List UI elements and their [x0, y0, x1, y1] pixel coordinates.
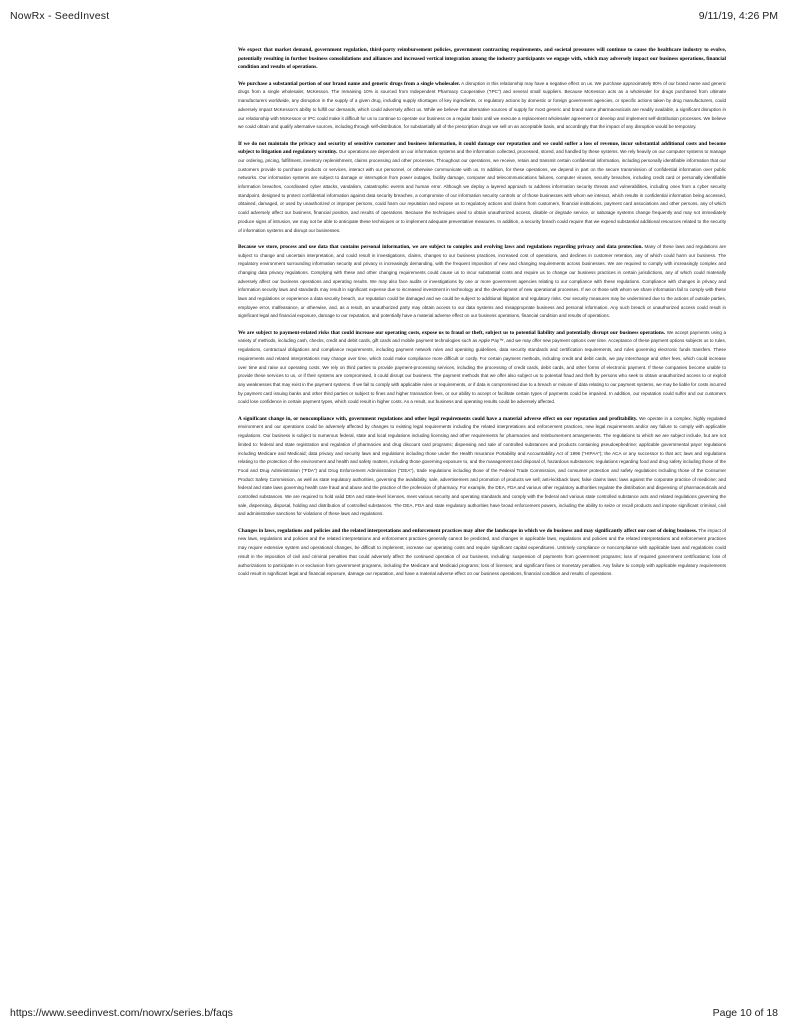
paragraph-wholesaler-risk — [238, 80, 726, 132]
paragraph-lead: We are subject to payment-related risks that could increase our operating costs, expose us to fraud or theft, subject us to potential liability and potentially disrupt our business operations. — [238, 329, 666, 336]
paragraph-body: Our operations are dependent on our information systems and the information collected, processed, stored, and handled by these systems. We rely heavily on our computer systems to manage our ordering, pricing, fulfillment, inventory replenishment, claims processing and other processes. Throughout our operations, we receive, retain and transmit certain confidential information, including personally identifiable information that our customers provide to purchase products or services, interact with our personnel, or otherwise communicate with us. In addition, for these operations, we depend in part on the secure transmission of confidential information over public networks. Our information systems are subject to damage or interruption from power outages, facility damage, computer and telecommunications failures, computer viruses, security breaches, including credit card or personally identifiable information breaches, coordinated cyber attacks, vandalism, catastrophic events and human error. Although we deploy a layered approach to address information security threats and vulnerabilities, including ones from a cyber security standpoint, designed to protect confidential information against data security breaches, a compromise of our information security controls or of those businesses with whom we interact, which results in confidential information being accessed, obtained, damaged, or used by unauthorized or improper persons, could harm our reputation and expose us to regulatory actions and claims from customers, financial institutions, payment card associations and other persons, any of which could adversely affect our business, financial position, and results of operations. Because the techniques used to obtain unauthorized access, disable or degrade service, or sabotage systems change frequently and may not immediately produce signs of intrusion, we may not be able to anticipate these techniques or to implement adequate preventative measures. In addition, a security breach could require that we expend substantial additional resources related to the security of information systems and disrupt our businesses. — [238, 149, 727, 233]
page-content — [238, 46, 726, 579]
paragraph-lead: If we do not maintain the privacy and security of sensitive customer and business information, it could damage our reputation and we could suffer a loss of revenue, incur substantial additional costs and become subject to litigation and regulatory scrutiny. — [238, 140, 726, 156]
page-url: https://www.seedinvest.com/nowrx/series.b/faqs — [10, 1007, 233, 1019]
paragraph-regulation-risk — [238, 415, 726, 519]
paragraph-law-changes-risk — [238, 527, 726, 579]
print-footer — [0, 1003, 800, 1023]
paragraph-lead: We purchase a substantial portion of our brand name and generic drugs from a single wholesaler. — [238, 80, 461, 87]
paragraph-body: A disruption in this relationship may have a negative effect on us. We purchase approximately 90% of our brand name and generic drugs from a single wholesaler, McKesson. The remaining 10% is sourced from Independent Pharmacy Cooperative ("IPC") and several small suppliers. Because McKesson acts as a wholesaler for drugs purchased from ultimate manufacturers worldwide, any disruption in the supply of a given drug, including supply shortages of key ingredients, or regulatory actions by domestic or foreign government agencies, or specific actions taken by drug manufacturers, could adversely impact McKesson's ability to fulfill our demands, which could adversely affect us. While we believe that alternative sources of supply for most generic and brand name pharmaceuticals are readily available, a significant disruption in our relationship with McKesson or IPC could make it difficult for us to continue to operate our business on a regular basis until we execute a replacement wholesaler agreement or develop and implement self-distribution processes. We believe we could obtain and qualify alternative sources, including through self-distribution, for substantially all of the prescription drugs we sell on an acceptable basis, and accordingly that the impact of any disruption would be temporary. — [238, 80, 727, 130]
paragraph-body: We operate in a complex, highly regulated environment and our operations could be adversely affected by changes to existing legal requirements including the related interpretations and enforcement practices, new legal requirements and/or any failure to comply with applicable regulations. Our business is subject to numerous federal, state and local regulations including licensing and other requirements for pharmacies and reimbursement arrangements. The regulations to which we are subject include, but are not limited to: federal and state registration and regulation of pharmacies and drug discount card programs; dispensing and sale of controlled substances and products containing pseudoephedrine; applicable governmental payor regulations including Medicare and Medicaid; data privacy and security laws and regulations including those under the Health Insurance Portability and Accountability Act of 1996 ("HIPAA"); the ACA or any successor to that act; laws and regulations relating to the protection of the environment and health and safety matters, including those governing exposure to, and the management and disposal of, hazardous substances; regulations regarding food and drug safety including those of the Food and Drug Administration ("FDA") and Drug Enforcement Administration ("DEA"), trade regulations including those of the Federal Trade Commission, and consumer protection and safety regulations including those of the Consumer Product Safety Commission, as well as state regulatory authorities, governing the availability, sale, advertisement and promotion of products we sell; anti-kickback laws; false claims laws; laws against the corporate practice of medicine; and federal and state laws governing health care fraud and abuse and the practice of the profession of pharmacy. For example, the DEA, FDA and various other regulatory authorities regulate the distribution and dispensing of pharmaceuticals and controlled substances. We are required to hold valid DEA and state-level licenses, meet various security and operating standards and comply with the federal and various state controlled substance acts and related regulations governing the sale, dispensing, disposal, holding and distribution of controlled substances. The DEA, FDA and state regulatory authorities have broad enforcement powers, including the ability to seize or recall products and impose significant criminal, civil and administrative sanctions for violations of these laws and regulations. — [238, 415, 726, 517]
paragraph-data-protection-risk — [238, 243, 726, 321]
paragraph-body: Many of these laws and regulations are subject to change and uncertain interpretation, and could result in investigations, claims, changes to our business practices, increased cost of operations, and declines in customer retention, any of which could harm our business. The regulatory environment surrounding information security and privacy is increasingly demanding, with the frequent imposition of new and changing requirements across businesses. We are required to comply with increasingly complex and changing data privacy regulations. Complying with these and other changing requirements could cause us to incur substantial costs and require us to change our business practices in certain jurisdictions, any of which could materially adversely affect our business operations and operating results. We may also face audits or investigations by one or more government agencies relating to our compliance with these regulations. Compliance with changes in privacy and information security laws and standards may result in significant expense due to increased investment in technology and the development of new operational processes. If we or those with whom we share information fail to comply with these laws and regulations or experience a data security breach, our reputation could be damaged and we could be subject to additional litigation and regulatory risks. Our security measures may be undermined due to the actions of outside parties, employee error, malfeasance, or otherwise, and, as a result, an unauthorized party may obtain access to our data systems and misappropriate business and personal information. Any such breach or unauthorized access could result in significant legal and financial exposure, damage to our reputation, and potentially have a material adverse effect on our business operations, financial condition and results of operations. — [238, 243, 726, 319]
paragraph-body: The impact of new laws, regulations and policies and the related interpretations and enforcement practices generally cannot be predicted, and changes in applicable laws, regulations and policies and the related interpretations and enforcement practices may require extensive system and operational changes, be difficult to implement, increase our operating costs and require significant capital expenditures. Untimely compliance or noncompliance with applicable laws and regulations could result in the imposition of civil and criminal penalties that could adversely affect the continued operation of our business, including: suspension of payments from government programs; loss of required government certifications; loss of authorizations to participate in or exclusion from government programs, including the Medicare and Medicaid programs; loss of licenses; and significant fines or monetary penalties. Any failure to comply with applicable regulatory requirements could result in significant legal and financial exposure, damage our reputation, and have a material adverse effect on our business operations, financial condition and results of operations. — [238, 527, 726, 577]
page-number: Page 10 of 18 — [712, 1007, 778, 1019]
paragraph-industry-evolution — [238, 46, 726, 72]
paragraph-payment-risk — [238, 329, 726, 407]
print-date: 9/11/19, 4:26 PM — [698, 10, 778, 22]
paragraph-lead: Because we store, process and use data that contains personal information, we are subject to complex and evolving laws and regulations regarding privacy and data protection. — [238, 243, 643, 250]
document-title: NowRx - SeedInvest — [10, 10, 110, 22]
print-header — [0, 6, 800, 26]
paragraph-privacy-security-risk — [238, 140, 726, 236]
paragraph-lead: A significant change in, or noncompliance with, government regulations and other legal requirements could have a material adverse effect on our reputation and profitability. — [238, 415, 638, 422]
paragraph-lead: Changes in laws, regulations and policies and the related interpretations and enforcement practices may alter the landscape in which we do business and may significantly affect our cost of doing business. — [238, 527, 698, 534]
paragraph-body: We accept payments using a variety of methods, including cash, checks, credit and debit cards, gift cards and mobile payment technologies such as Apple Pay™, and we may offer new payment options over time. Acceptance of these payment options subjects us to rules, regulations, contractual obligations and compliance requirements, including payment network rules and operating guidelines, data security standards and certification requirements, and rules governing electronic funds transfers. These requirements and related interpretations may change over time, which could make compliance more difficult or costly. For certain payment methods, including credit and debit cards, we pay interchange and other fees, which could increase over time and raise our operating costs. We rely on third parties to provide payment-processing services, including the processing of credit cards, debit cards, and other forms of electronic payment. If these companies become unable to provide these services to us, or if their systems are compromised, it could disrupt our business. The payment methods that we offer also subject us to potential fraud and theft by persons who seek to obtain unauthorized access to or exploit any weaknesses that may exist in the payment systems. If we fail to comply with applicable rules or requirements, or if data is compromised due to a breach or misuse of data relating to our payment systems, we may be liable for costs incurred by payment card issuing banks and other third parties or subject to fines and higher transaction fees, or our ability to accept or facilitate certain types of payments could be impaired. In addition, our reputation could suffer and our customers could lose confidence in certain payment types, which could result in higher costs. As a result, our business and operating results could be adversely affected. — [238, 329, 726, 405]
paragraph-body: We expect that market demand, government regulation, third-party reimbursement policies, government contracting requirements, and societal pressures will continue to cause the healthcare industry to evolve, potentially resulting in further business consolidations and alliances and increased vertical integration among the industry participants we engage with, which may adversely impact our business operations, financial condition and results of operations. — [238, 47, 726, 71]
